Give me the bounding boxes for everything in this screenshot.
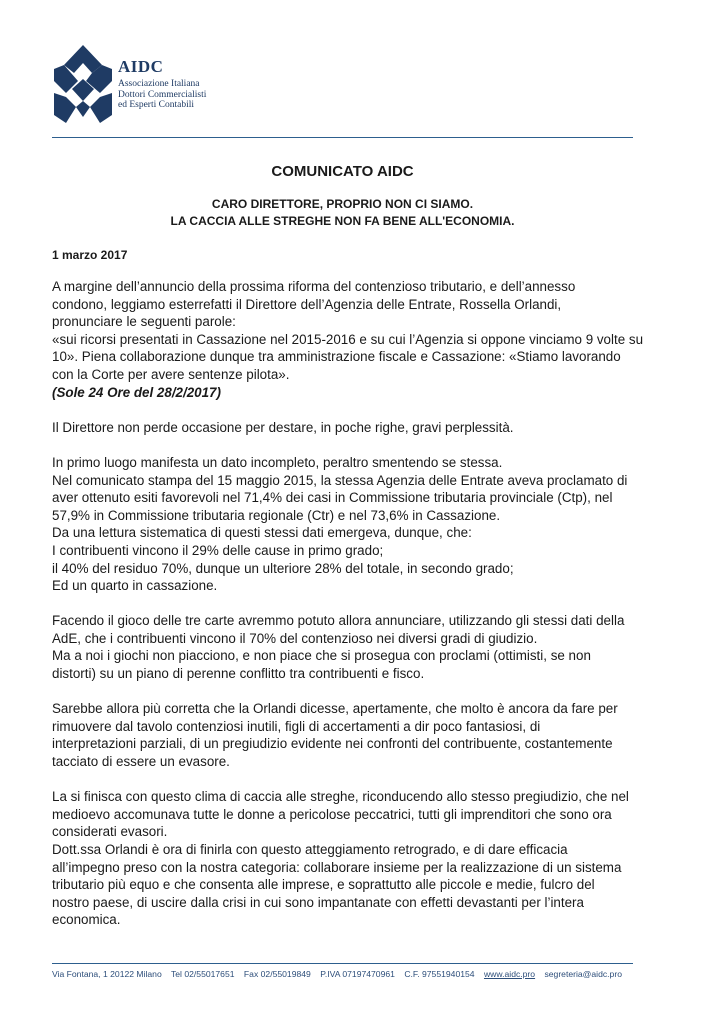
paragraph-line: con la Corte per avere sentenze pilota».	[52, 366, 290, 382]
paragraph-line: economica.	[52, 912, 121, 928]
footer-cf: C.F. 97551940154	[404, 969, 475, 979]
aidc-logo-icon	[52, 45, 114, 123]
document-date: 1 marzo 2017	[52, 248, 128, 262]
logo-subtitle-line: Associazione Italiana	[118, 79, 200, 89]
paragraph-line: Dott.ssa Orlandi è ora di finirla con questo atteggiamento retrogrado, e di dare efficacia	[52, 842, 568, 857]
footer-tel: Tel 02/55017651	[170, 969, 235, 979]
document-body	[52, 278, 642, 929]
paragraph	[52, 419, 642, 437]
paragraph-line: interpretazioni parziali, di un pregiudizio evidente nei confronti del contribuente, costantemente	[52, 736, 613, 752]
footer-email: segreteria@aidc.pro	[544, 969, 622, 979]
paragraph-line: tacciato di essere un evasore.	[52, 754, 230, 770]
paragraph-line: 57,9% in Commissione tributaria regionale (Ctr) e nel 73,6% in Cassazione.	[52, 507, 501, 523]
paragraph-line: Ed un quarto in cassazione.	[52, 578, 218, 594]
footer	[52, 969, 633, 979]
subtitle-line: CARO DIRETTORE, PROPRIO NON CI SIAMO.	[211, 197, 474, 211]
paragraph-line: rimuovere dal tavolo contenziosi inutili, figli di accertamenti a dir poco fantasiosi, di	[52, 718, 541, 734]
paragraph	[52, 788, 642, 929]
subtitle-line: LA CACCIA ALLE STREGHE NON FA BENE ALL'ECONOMIA.	[170, 214, 515, 228]
aidc-logo	[52, 45, 232, 127]
paragraph-line: Da una lettura sistematica di questi stessi dati emergeva, dunque, che:	[52, 525, 472, 541]
footer-website-link[interactable]: www.aidc.pro	[483, 969, 536, 979]
document-title: COMUNICATO AIDC	[271, 163, 414, 180]
source-citation: (Sole 24 Ore del 28/2/2017)	[52, 384, 221, 400]
paragraph	[52, 278, 642, 401]
footer-piva: P.IVA 07197470961	[320, 969, 395, 979]
paragraph-line: condono, leggiamo esterrefatti il Direttore dell’Agenzia delle Entrate, Rossella Orlandi,	[52, 296, 562, 312]
paragraph-line: il 40% del residuo 70%, dunque un ulteriore 28% del totale, in secondo grado;	[52, 560, 514, 576]
paragraph-line: «sui ricorsi presentati in Cassazione nel 2015-2016 e su cui l’Agenzia si oppone vinciamo 9 volte su	[52, 331, 644, 347]
paragraph-line: Facendo il gioco delle tre carte avremmo potuto allora annunciare, utilizzando gli stessi dati della	[52, 613, 625, 629]
header-divider	[52, 137, 633, 138]
paragraph-line: Nel comunicato stampa del 15 maggio 2015, la stessa Agenzia delle Entrate aveva proclamato di	[52, 472, 628, 488]
paragraph-gap	[52, 595, 642, 613]
paragraph-line: tributario più equo e che consenta alle imprese, e soprattutto alle piccole e medie, fulcro del	[52, 877, 595, 893]
paragraph-line: considerati evasori.	[52, 824, 168, 840]
paragraph-line: aver ottenuto esiti favorevoli nel 71,4% dei casi in Commissione tributaria provinciale (Ctp), nel	[52, 490, 613, 506]
logo-subtitle-line: ed Esperti Contabili	[118, 100, 194, 110]
logo-subtitle-line: Dottori Commercialisti	[118, 89, 207, 100]
paragraph-gap	[52, 436, 642, 454]
paragraph-line: I contribuenti vincono il 29% delle cause in primo grado;	[52, 542, 384, 558]
footer-address: Via Fontana, 1 20122 Milano	[52, 969, 162, 979]
paragraph-line: 10». Piena collaborazione dunque tra amministrazione fiscale e Cassazione: «Stiamo lavorando	[52, 349, 621, 365]
paragraph-line: medioevo accomunava tutte le donne a pericolose peccatrici, tutti gli imprenditori che sono ora	[52, 806, 612, 822]
paragraph-line: AdE, che i contribuenti vincono il 70% del contenzioso nei diversi gradi di giudizio.	[52, 630, 538, 646]
footer-divider	[52, 963, 633, 964]
paragraph-line: In primo luogo manifesta un dato incompleto, peraltro smentendo se stessa.	[52, 454, 503, 470]
paragraph	[52, 700, 642, 770]
paragraph-line: all’impegno preso con la nostra categoria: collaborare insieme per la realizzazione di un sistema	[52, 859, 622, 875]
paragraph	[52, 612, 642, 682]
paragraph-line: A margine dell’annuncio della prossima riforma del contenzioso tributario, e dell’annesso	[52, 279, 576, 294]
paragraph-line: pronunciare le seguenti parole:	[52, 314, 236, 330]
logo-name: AIDC	[118, 57, 164, 76]
paragraph-line: distorti) su un piano di perenne conflitto tra contribuenti e fisco.	[52, 666, 425, 682]
paragraph	[52, 454, 642, 595]
logo-subtitle	[118, 79, 206, 111]
paragraph-line: nostro paese, di uscire dalla crisi in cui sono impantanate con effetti devastanti per l’intera	[52, 894, 584, 910]
footer-fax: Fax 02/55019849	[243, 969, 311, 979]
paragraph-gap	[52, 683, 642, 701]
paragraph-gap	[52, 771, 642, 789]
paragraph-line: Ma a noi i giochi non piacciono, e non piace che si prosegua con proclami (ottimisti, se non	[52, 648, 591, 664]
paragraph-line: La si finisca con questo clima di caccia alle streghe, riconducendo allo stesso pregiudizio, che nel	[52, 789, 629, 805]
paragraph-line: Sarebbe allora più corretta che la Orlandi dicesse, apertamente, che molto è ancora da fare per	[52, 701, 618, 717]
paragraph-gap	[52, 401, 642, 419]
document-subtitle	[52, 196, 633, 230]
paragraph-line: Il Direttore non perde occasione per destare, in poche righe, gravi perplessità.	[52, 419, 514, 435]
